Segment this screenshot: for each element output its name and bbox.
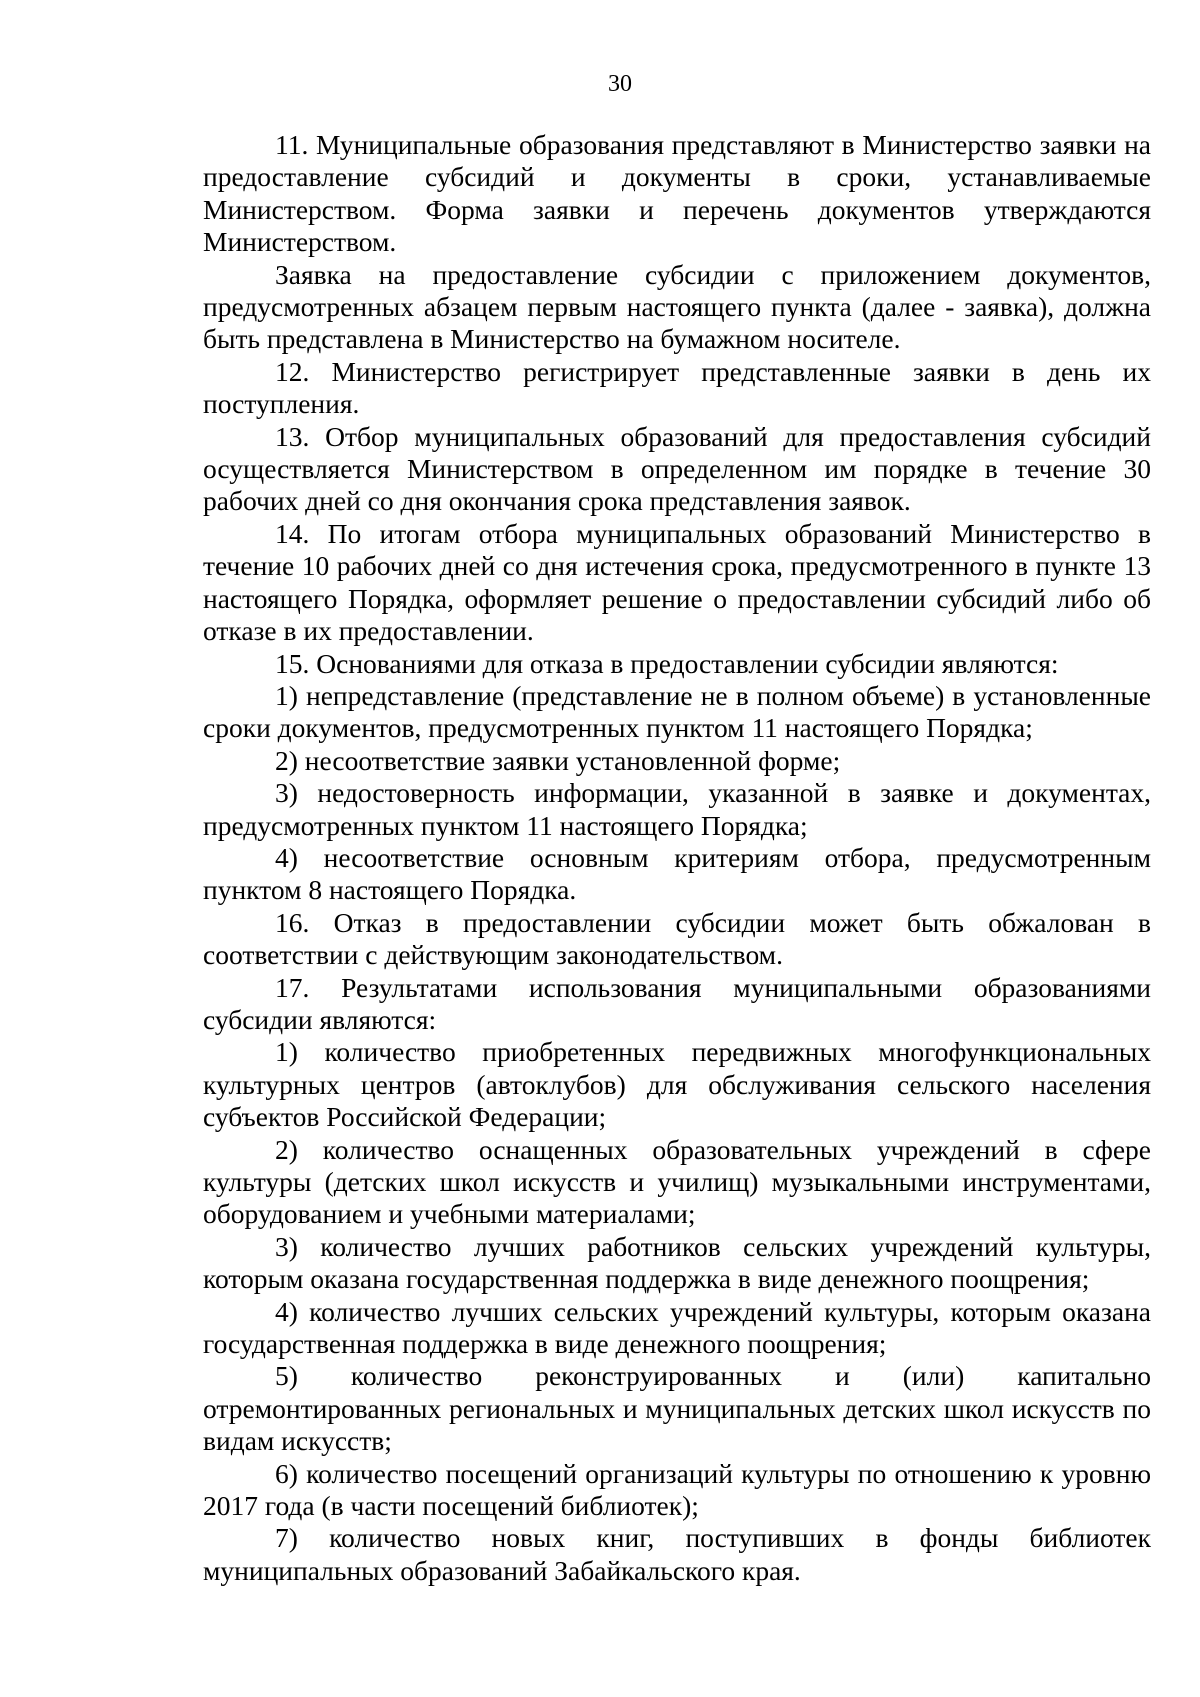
paragraph-item-17: 17. Результатами использования муниципальными образованиями субсидии являются:: [203, 971, 1151, 1035]
paragraph-item-15-4: 4) несоответствие основным критериям отбора, предусмотренным пунктом 8 настоящего Порядка.: [203, 841, 1151, 906]
paragraph-item-17-7: 7) количество новых книг, поступивших в фонды библиотек муниципальных образований Забайкальского края.: [203, 1522, 1151, 1586]
document-body: [203, 129, 1151, 1587]
paragraph-item-14: 14. По итогам отбора муниципальных образований Министерство в течение 10 рабочих дней со дня истечения срока, предусмотренного в пункте 13 настоящего Порядка, оформляет решение о предоставлении субсидий либо об отказе в их предоставлении.: [203, 517, 1151, 647]
paragraph-item-17-5: 5) количество реконструированных и (или) капитально отремонтированных региональных и муниципальных детских школ искусств по видам искусств;: [203, 1360, 1151, 1457]
paragraph-item-15-3: 3) недостоверность информации, указанной в заявке и документах, предусмотренных пунктом 11 настоящего Порядка;: [203, 777, 1151, 841]
paragraph-item-17-4: 4) количество лучших сельских учреждений культуры, которым оказана государственная поддержка в виде денежного поощрения;: [203, 1295, 1151, 1360]
paragraph-item-17-2: 2) количество оснащенных образовательных учреждений в сфере культуры (детских школ искусств и училищ) музыкальными инструментами, оборудованием и учебными материалами;: [203, 1133, 1151, 1230]
paragraph-item-12: 12. Министерство регистрирует представленные заявки в день их поступления.: [203, 355, 1151, 420]
paragraph-item-17-1: 1) количество приобретенных передвижных многофункциональных культурных центров (автоклубов) для обслуживания сельского населения субъектов Российской Федерации;: [203, 1036, 1151, 1133]
page-number: 30: [608, 71, 632, 97]
paragraph-item-17-3: 3) количество лучших работников сельских учреждений культуры, которым оказана государственная поддержка в виде денежного поощрения;: [203, 1230, 1151, 1295]
paragraph-item-13: 13. Отбор муниципальных образований для предоставления субсидий осуществляется Министерством в определенном им порядке в течение 30 рабочих дней со дня окончания срока представления заявок.: [203, 420, 1151, 517]
paragraph-item-17-6: 6) количество посещений организаций культуры по отношению к уровню 2017 года (в части посещений библиотек);: [203, 1457, 1151, 1522]
paragraph-item-16: 16. Отказ в предоставлении субсидии может быть обжалован в соответствии с действующим законодательством.: [203, 906, 1151, 971]
paragraph-item-15-1: 1) непредставление (представление не в полном объеме) в установленные сроки документов, предусмотренных пунктом 11 настоящего Порядка;: [203, 679, 1151, 744]
paragraph-item-11: 11. Муниципальные образования представляют в Министерство заявки на предоставление субсидий и документы в сроки, устанавливаемые Министерством. Форма заявки и перечень документов утверждаются Министерством.: [203, 129, 1151, 258]
paragraph-item-15: 15. Основаниями для отказа в предоставлении субсидии являются:: [275, 647, 1059, 679]
paragraph-item-15-2: 2) несоответствие заявки установленной форме;: [275, 744, 841, 776]
paragraph-application: Заявка на предоставление субсидии с приложением документов, предусмотренных абзацем первым настоящего пункта (далее - заявка), должна быть представлена в Министерство на бумажном носителе.: [203, 258, 1151, 355]
